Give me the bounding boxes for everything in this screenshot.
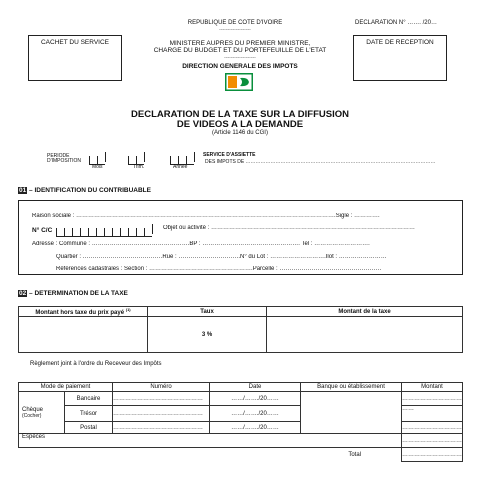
- reglement-note: Règlement joint à l'ordre du Receveur des Impôts: [30, 361, 162, 367]
- tresor-checkbox[interactable]: Trésor: [65, 406, 113, 422]
- republic-rule: -------------------: [219, 27, 251, 33]
- trim-input[interactable]: [128, 152, 145, 162]
- ncc-input[interactable]: [56, 224, 153, 234]
- form-title-line-2: DE VIDEOS A LA DEMANDE: [176, 119, 304, 130]
- montant-taxe-input[interactable]: [267, 317, 463, 353]
- annee-input[interactable]: [170, 152, 195, 162]
- cheque-cell: [19, 392, 65, 434]
- quartier-field[interactable]: Quartier : ………………………………….Rue : ………………………….N° du Lot : ……………………….Ilot : ……………………: [56, 254, 387, 260]
- cachet-du-service-box: [28, 35, 122, 81]
- mois-label: Mois: [92, 164, 103, 170]
- periode-label: PERIODE: [47, 153, 70, 159]
- tresor-montant[interactable]: ……: [402, 406, 463, 422]
- trim-label: Trim.: [133, 164, 145, 170]
- postal-montant[interactable]: …………………………: [402, 422, 463, 434]
- cachet-label: CACHET DU SERVICE: [40, 39, 110, 46]
- banque-input[interactable]: [301, 392, 402, 434]
- objet-activite-field[interactable]: Objet ou activité : …………………………………………………………………………………………: [163, 225, 416, 231]
- header-banque: Banque ou établissement: [301, 383, 402, 392]
- tax-table: [18, 306, 463, 353]
- header-date: Date: [210, 383, 301, 392]
- section-2-number: 02: [19, 290, 27, 297]
- payment-table: [18, 382, 463, 462]
- postal-numero[interactable]: ………………………………………: [113, 422, 210, 434]
- references-cadastrales-field[interactable]: Références cadastrales : Section : …………………………………………….Parcelle : ……………………………………………: [56, 266, 382, 272]
- ministry-line-1: MINISTERE AUPRES DU PREMIER MINISTRE,: [169, 40, 311, 47]
- ministry-line-2: CHARGE DU BUDGET ET DU PORTEFEUILLE DE L'ETAT: [153, 47, 327, 54]
- service-assiette-label: SERVICE D'ASSIETTE: [203, 152, 256, 158]
- especes-montant[interactable]: …………………………: [402, 434, 463, 448]
- header-taux: Taux: [148, 307, 267, 317]
- mois-input[interactable]: [89, 152, 106, 162]
- postal-checkbox[interactable]: Postal: [65, 422, 113, 434]
- tresor-numero[interactable]: ………………………………………: [113, 406, 210, 422]
- form-title-line-1: DECLARATION DE LA TAXE SUR LA DIFFUSION: [131, 109, 349, 120]
- total-montant[interactable]: …………………………: [402, 448, 463, 462]
- date-reception-box: [353, 35, 447, 81]
- bancaire-numero[interactable]: ………………………………………: [113, 392, 210, 406]
- section-1-heading: [18, 187, 151, 194]
- date-reception-label: DATE DE RECEPTION: [366, 39, 434, 46]
- tresor-date[interactable]: ……/……./20……: [210, 406, 301, 422]
- montant-ht-input[interactable]: [19, 317, 148, 353]
- article-reference: (Article 1146 du CGI): [212, 130, 268, 136]
- header-montant: Montant: [402, 383, 463, 392]
- especes-label[interactable]: Espèces: [19, 434, 402, 448]
- ncc-label: N° C/C: [32, 227, 53, 234]
- header-montant-taxe: Montant de la taxe: [267, 307, 463, 317]
- direction-heading: DIRECTION GENERALE DES IMPOTS: [182, 63, 298, 70]
- section-1-number: 01: [19, 187, 27, 194]
- dgi-logo: [225, 73, 253, 91]
- ministry-rule: -------------------: [224, 55, 256, 61]
- cocher-label: (Cocher): [22, 412, 42, 419]
- adresse-field[interactable]: Adresse : Commune : ………………………………………….BP : …………………………………………. Tel : ……………………….: [32, 241, 370, 247]
- declaration-number: DECLARATION N° ……. /20…: [355, 20, 437, 26]
- taux-value: 3 %: [148, 317, 267, 353]
- bancaire-checkbox[interactable]: Bancaire: [65, 392, 113, 406]
- header-numero: Numéro: [113, 383, 210, 392]
- dgi-logo-icon: [225, 73, 253, 91]
- bancaire-montant[interactable]: …………………………: [402, 392, 463, 406]
- header-mode-paiement: Mode de paiement: [19, 383, 113, 392]
- postal-date[interactable]: ……/……./20……: [210, 422, 301, 434]
- annee-label: Année: [173, 164, 188, 170]
- imposition-label: D'IMPOSITION: [47, 158, 82, 164]
- bancaire-date[interactable]: ……/……./20……: [210, 392, 301, 406]
- raison-sociale-field[interactable]: Raison sociale : ………………………………………………………………………………………………………………….Sigle : ………….: [32, 213, 380, 219]
- cheque-label: Chèque: [22, 406, 44, 413]
- identification-box: [18, 200, 463, 275]
- section-2-title: – DETERMINATION DE LA TAXE: [27, 290, 128, 297]
- republic-heading: REPUBLIQUE DE COTE D'IVOIRE: [187, 20, 283, 26]
- section-2-heading: [18, 290, 128, 297]
- header-montant-ht: Montant hors taxe du prix payé $^{(1)}$: [19, 307, 148, 317]
- total-label: Total: [19, 448, 402, 462]
- section-1-title: – IDENTIFICATION DU CONTRIBUABLE: [27, 187, 151, 194]
- service-impots-field[interactable]: DES IMPOTS DE ……………………………………………………………………………………………………: [205, 159, 436, 165]
